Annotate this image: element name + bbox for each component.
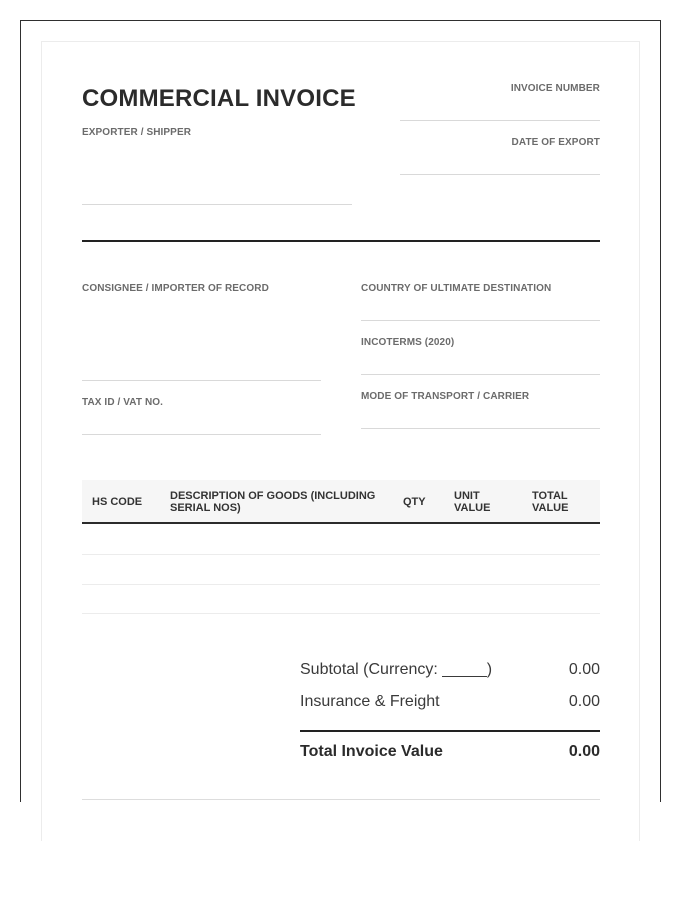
date-of-export-label: DATE OF EXPORT: [511, 137, 600, 148]
column-unit-value: UNIT VALUE: [454, 490, 491, 514]
table-row[interactable]: [82, 613, 600, 614]
totals-divider: [300, 730, 600, 732]
total-invoice-value: 0.00: [568, 743, 600, 760]
total-invoice-label: Total Invoice Value: [300, 743, 443, 760]
column-qty: QTY: [403, 496, 426, 508]
tax-id-field[interactable]: [82, 434, 321, 435]
incoterms-field[interactable]: [361, 374, 600, 375]
footer-divider: [82, 799, 600, 800]
column-total-value: TOTAL VALUE: [532, 490, 569, 514]
incoterms-label: INCOTERMS (2020): [361, 337, 455, 348]
insurance-freight-value: 0.00: [568, 693, 600, 710]
date-of-export-field[interactable]: [400, 174, 600, 175]
invoice-number-label: INVOICE NUMBER: [510, 83, 600, 94]
column-hs-code: HS CODE: [92, 496, 143, 508]
country-destination-field[interactable]: [361, 320, 600, 321]
column-description: DESCRIPTION OF GOODS (INCLUDING SERIAL NOS): [170, 490, 376, 514]
subtotal-label: Subtotal (Currency: _____): [300, 661, 493, 678]
header-divider: [82, 240, 600, 242]
exporter-shipper-field[interactable]: [82, 204, 352, 205]
subtotal-value: 0.00: [568, 661, 600, 678]
exporter-shipper-label: EXPORTER / SHIPPER: [82, 127, 192, 138]
invoice-number-field[interactable]: [400, 120, 600, 121]
table-row[interactable]: [82, 554, 600, 555]
consignee-label: CONSIGNEE / IMPORTER OF RECORD: [82, 283, 269, 294]
document-title: COMMERCIAL INVOICE: [82, 85, 356, 112]
country-destination-label: COUNTRY OF ULTIMATE DESTINATION: [361, 283, 552, 294]
goods-table-header: [82, 480, 600, 524]
transport-carrier-field[interactable]: [361, 428, 600, 429]
invoice-sheet: [41, 41, 640, 841]
consignee-field[interactable]: [82, 380, 321, 381]
tax-id-label: TAX ID / VAT NO.: [82, 397, 164, 408]
table-row[interactable]: [82, 584, 600, 585]
transport-carrier-label: MODE OF TRANSPORT / CARRIER: [361, 391, 530, 402]
insurance-freight-label: Insurance & Freight: [300, 693, 440, 710]
